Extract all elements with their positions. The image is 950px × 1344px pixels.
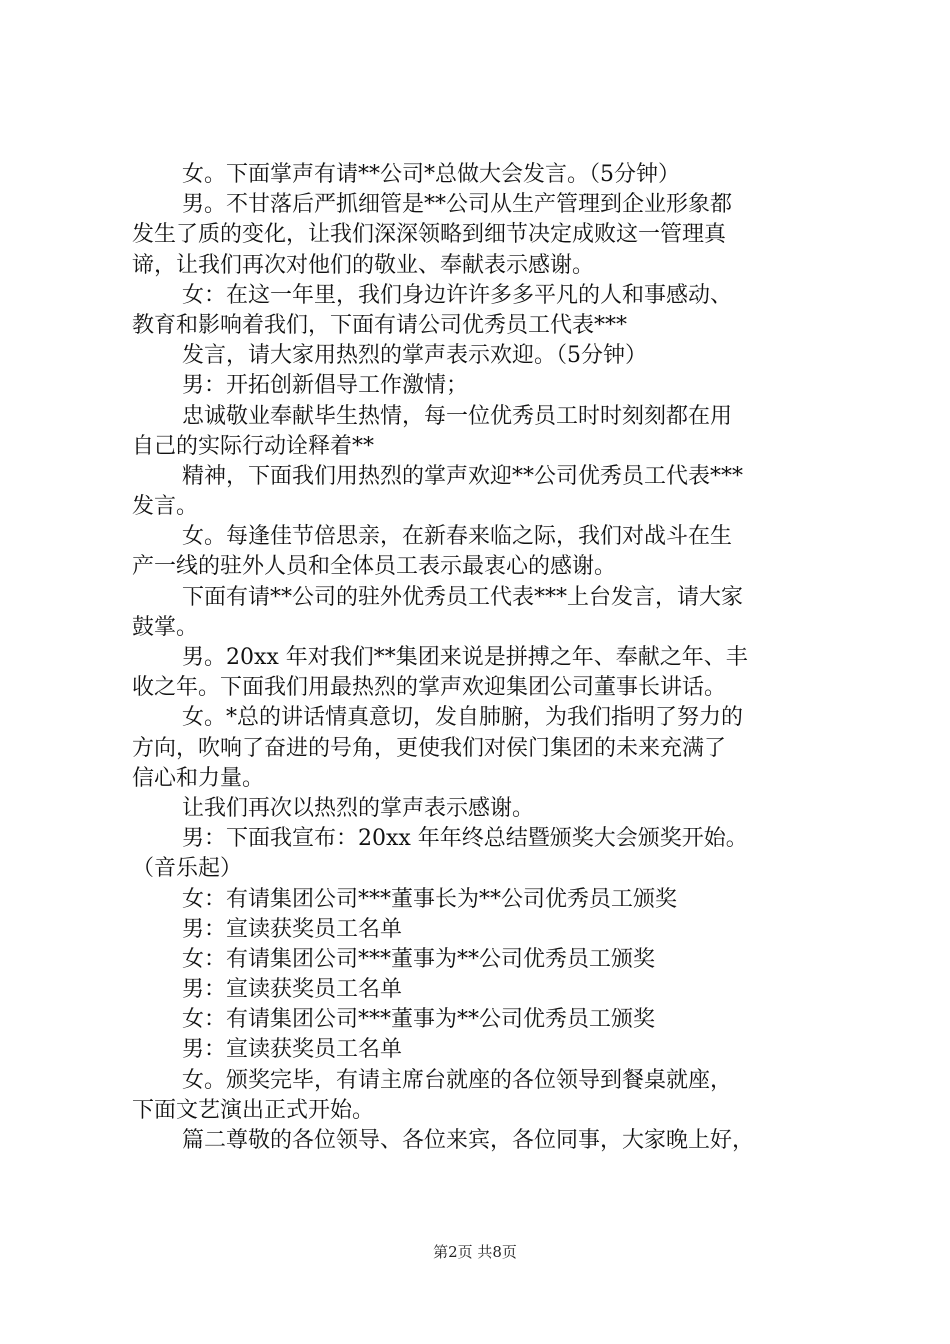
text-line: 男：下面我宣布：20xx 年年终总结暨颁奖大会颁奖开始。 [182,826,748,852]
text-line: 忠诚敬业奉献毕生热情，每一位优秀员工时时刻刻都在用 [182,403,733,429]
text-line: 信心和力量。 [132,765,265,791]
text-line: 男：宣读获奖员工名单 [182,1037,403,1063]
text-line: 教育和影响着我们，下面有请公司优秀员工代表*** [132,312,628,338]
text-line: 女。下面掌声有请**公司*总做大会发言。（5分钟） [182,162,680,187]
text-line: 男。不甘落后严抓细管是**公司从生产管理到企业形象都 [182,192,733,218]
text-line: 女：有请集团公司***董事为**公司优秀员工颁奖 [182,946,656,972]
page-footer: 第2页 共8页 [433,1243,517,1261]
text-line: 男：开拓创新倡导工作激情； [182,373,469,399]
text-line: （音乐起） [132,856,243,882]
text-line: 方向，吹响了奋进的号角，更使我们对侯门集团的未来充满了 [132,735,727,761]
document-body [132,160,832,1156]
text-line: 男：宣读获奖员工名单 [182,916,403,942]
text-line: 女。每逢佳节倍思亲，在新春来临之际，我们对战斗在生 [182,524,733,550]
text-line: 鼓掌。 [132,614,199,640]
text-line: 自己的实际行动诠释着** [132,433,375,459]
text-line: 发言。 [132,494,199,520]
text-line: 让我们再次以热烈的掌声表示感谢。 [182,795,535,821]
text-line: 下面文艺演出正式开始。 [132,1097,375,1123]
text-line: 收之年。下面我们用最热烈的掌声欢迎集团公司董事长讲话。 [132,675,727,701]
text-line: 产一线的驻外人员和全体员工表示最衷心的感谢。 [132,554,617,580]
text-line: 女。颁奖完毕，有请主席台就座的各位领导到餐桌就座， [182,1067,733,1093]
text-line: 篇二尊敬的各位领导、各位来宾，各位同事，大家晚上好， [182,1128,755,1153]
text-line: 下面有请**公司的驻外优秀员工代表***上台发言，请大家 [182,584,744,610]
text-line: 男：宣读获奖员工名单 [182,977,403,1003]
text-line: 女。*总的讲话情真意切，发自肺腑，为我们指明了努力的 [182,705,744,731]
text-line: 发言，请大家用热烈的掌声表示欢迎。（5分钟） [182,343,647,369]
text-line: 女：有请集团公司***董事为**公司优秀员工颁奖 [182,1007,656,1033]
text-line: 谛，让我们再次对他们的敬业、奉献表示感谢。 [132,252,595,278]
text-line: 女：有请集团公司***董事长为**公司优秀员工颁奖 [182,886,678,912]
text-line: 精神，下面我们用热烈的掌声欢迎**公司优秀员工代表*** [182,463,744,489]
text-line: 发生了质的变化，让我们深深领略到细节决定成败这一管理真 [132,222,727,248]
text-line: 女：在这一年里，我们身边许许多多平凡的人和事感动、 [182,282,733,308]
text-line: 男。20xx 年对我们**集团来说是拼搏之年、奉献之年、丰 [182,645,748,670]
